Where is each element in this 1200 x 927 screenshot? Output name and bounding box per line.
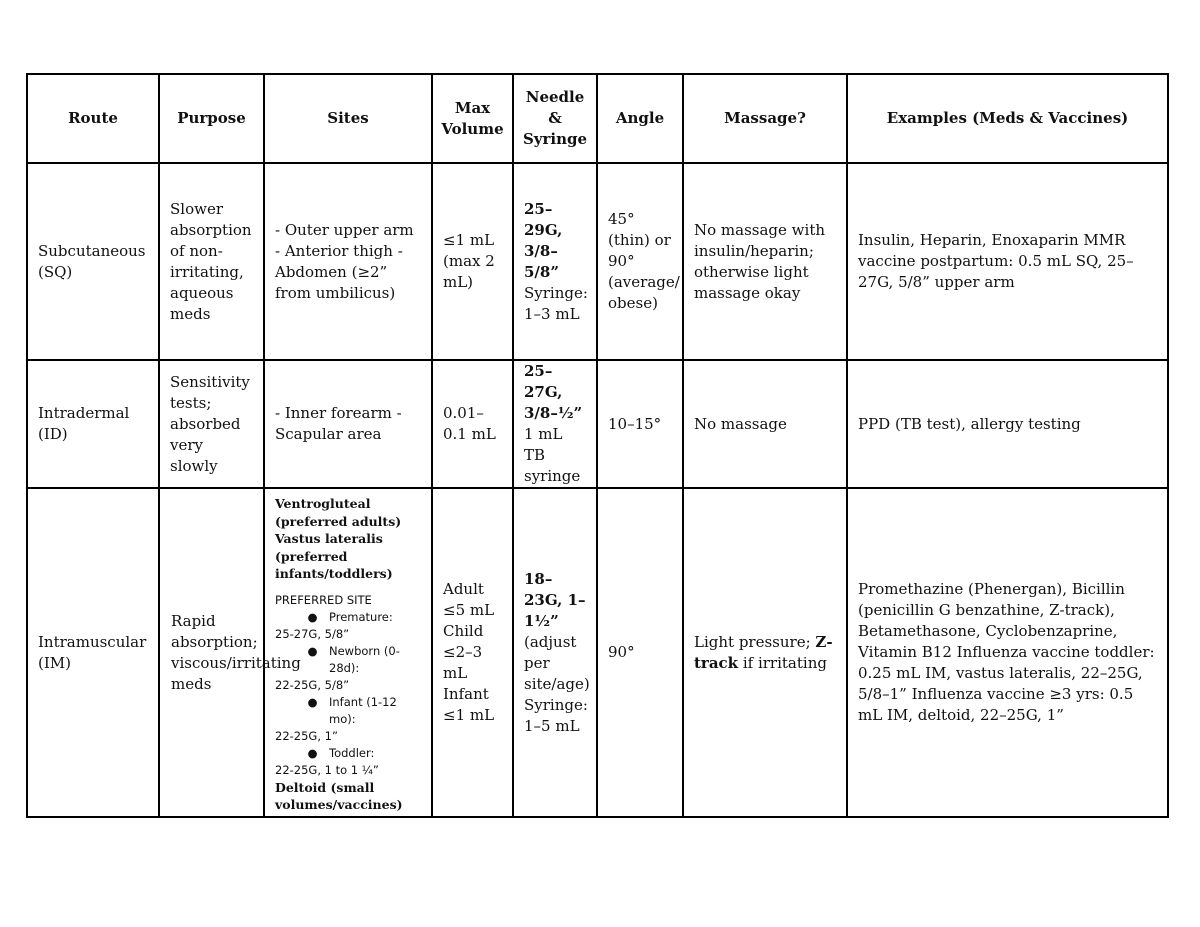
- sites-cell: [264, 488, 432, 817]
- angle-cell: 45° (thin) or 90° (average/ obese): [597, 163, 683, 360]
- massage-text-end: if irritating: [738, 653, 827, 672]
- header-needle-syringe: Needle & Syringe: [513, 74, 597, 163]
- list-item: [275, 694, 427, 745]
- massage-ztrack: Z-track: [694, 632, 833, 672]
- route-cell: Subcutaneous (SQ): [27, 163, 159, 360]
- bullet-icon: ●: [307, 745, 318, 760]
- purpose-cell: Rapid absorption; viscous/irritating meds: [159, 488, 264, 817]
- needle-gauge: 18–23G, 1–1½”: [524, 569, 586, 630]
- bullet-icon: ●: [307, 609, 318, 624]
- max-volume-cell: ≤1 mL (max 2 mL): [432, 163, 513, 360]
- header-massage: Massage?: [683, 74, 847, 163]
- header-route: Route: [27, 74, 159, 163]
- item-label-cont: 28d):: [329, 660, 360, 675]
- header-purpose: Purpose: [159, 74, 264, 163]
- item-detail: 22-25G, 1 to 1 ¼”: [275, 762, 379, 777]
- header-examples: Examples (Meds & Vaccines): [847, 74, 1168, 163]
- injection-routes-table: [26, 73, 1169, 818]
- preferred-site-label: PREFERRED SITE: [275, 592, 372, 607]
- purpose-cell: Slower absorption of non-irritating, aqueous meds: [159, 163, 264, 360]
- bullet-icon: ●: [307, 694, 318, 709]
- item-label: Toddler:: [329, 745, 375, 760]
- needle-syringe-cell: [513, 488, 597, 817]
- massage-cell: No massage with insulin/heparin; otherwise light massage okay: [683, 163, 847, 360]
- syringe-size: (adjust per site/age) Syringe: 1–5 mL: [524, 632, 590, 735]
- sites-cell: - Inner forearm - Scapular area: [264, 360, 432, 488]
- examples-cell: Promethazine (Phenergan), Bicillin (penicillin G benzathine, Z-track), Betamethasone, Cyclobenzaprine, Vitamin B12 Influenza vaccine toddler: 0.25 mL IM, vastus lateralis, 22–25G, 5/8–1” Influenza vaccine ≥3 yrs: 0.5 mL IM, deltoid, 22–25G, 1”: [847, 488, 1168, 817]
- header-max-volume: Max Volume: [432, 74, 513, 163]
- syringe-size: Syringe: 1–3 mL: [524, 283, 588, 323]
- massage-text: Light pressure;: [694, 632, 816, 651]
- needle-gauge: 25–27G, 3/8–½”: [524, 362, 583, 422]
- item-detail: 25-27G, 5/8”: [275, 626, 350, 641]
- needle-syringe-cell: [513, 360, 597, 488]
- sites-preferred-muscles: Ventrogluteal (preferred adults) Vastus lateralis (preferred infants/toddlers): [275, 496, 402, 581]
- angle-cell: 90°: [597, 488, 683, 817]
- massage-cell: No massage: [683, 360, 847, 488]
- table-row: [27, 163, 1168, 360]
- header-angle: Angle: [597, 74, 683, 163]
- max-volume-cell: 0.01–0.1 mL: [432, 360, 513, 488]
- item-detail: 22-25G, 1”: [275, 728, 338, 743]
- header-row: [27, 74, 1168, 163]
- header-sites: Sites: [264, 74, 432, 163]
- item-label: Infant (1-12: [329, 694, 397, 709]
- angle-cell: 10–15°: [597, 360, 683, 488]
- purpose-cell: Sensitivity tests; absorbed very slowly: [159, 360, 264, 488]
- item-label-cont: mo):: [329, 711, 356, 726]
- route-cell: Intramuscular (IM): [27, 488, 159, 817]
- preferred-site-list: [275, 609, 427, 779]
- examples-cell: Insulin, Heparin, Enoxaparin MMR vaccine postpartum: 0.5 mL SQ, 25–27G, 5/8” upper arm: [847, 163, 1168, 360]
- item-detail: 22-25G, 5/8”: [275, 677, 350, 692]
- massage-cell: [683, 488, 847, 817]
- sites-deltoid: Deltoid (small volumes/vaccines): [275, 779, 403, 812]
- needle-syringe-cell: [513, 163, 597, 360]
- item-label: Premature:: [329, 609, 393, 624]
- table-row: [27, 360, 1168, 488]
- list-item: [275, 745, 427, 779]
- table-row: [27, 488, 1168, 817]
- item-label: Newborn (0-: [329, 643, 400, 658]
- bullet-icon: ●: [307, 643, 318, 658]
- route-cell: Intradermal (ID): [27, 360, 159, 488]
- max-volume-cell: Adult ≤5 mL Child ≤2–3 mL Infant ≤1 mL: [432, 488, 513, 817]
- syringe-size: 1 mL TB syringe: [524, 425, 581, 485]
- needle-gauge: 25–29G, 3/8–5/8”: [524, 199, 563, 281]
- sites-cell: - Outer upper arm - Anterior thigh - Abdomen (≥2” from umbilicus): [264, 163, 432, 360]
- list-item: [275, 609, 427, 643]
- examples-cell: PPD (TB test), allergy testing: [847, 360, 1168, 488]
